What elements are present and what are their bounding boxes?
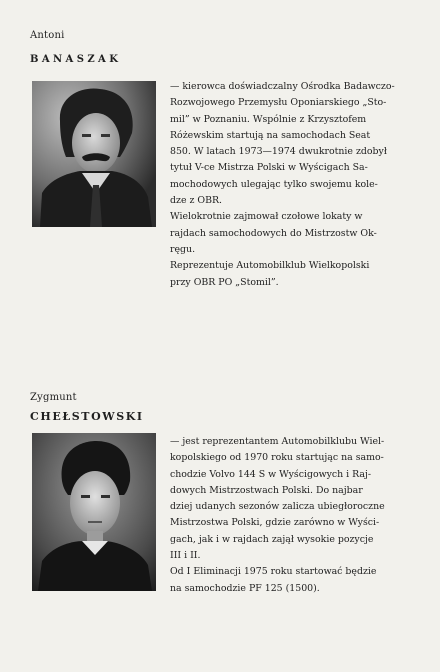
bio-line: mochodowych ulegając tylko swojemu kole-: [170, 178, 378, 190]
portrait-photo: [32, 433, 156, 591]
bio-line: kopolskiego od 1970 roku startując na samo-: [170, 452, 384, 464]
bio-line: Reprezentuje Automobilklub Wielkopolski: [170, 260, 370, 272]
bio-line: — jest reprezentantem Automobilklubu Wiel-: [170, 436, 385, 447]
bio-line: Różewskim startują na samochodach Seat: [170, 129, 371, 141]
bio-line: ręgu.: [170, 243, 196, 255]
bio-line: na samochodzie PF 125 (1500).: [170, 582, 320, 594]
last-name: CHEŁSTOWSKI: [30, 410, 144, 423]
portrait-photo-image: [32, 433, 156, 591]
last-name: BANASZAK: [30, 54, 122, 65]
bio-line: III i II.: [170, 550, 201, 562]
bio-line: 850. W latach 1973—1974 dwukrotnie zdobył: [170, 146, 387, 158]
bio-line: przy OBR PO „Stomil”.: [170, 276, 279, 288]
biography: [170, 434, 434, 597]
bio-line: Mistrzostwa Polski, gdzie zarówno w Wyści-: [170, 517, 380, 529]
first-name: Antoni: [30, 30, 65, 41]
bio-line: gach, jak i w rajdach zajął wysokie pozycje: [170, 533, 374, 545]
bio-line: — kierowca doświadczalny Ośrodka Badawczo-: [170, 81, 395, 92]
bio-line: dowych Mistrzostwach Polski. Do najbar: [170, 484, 363, 496]
bio-line: dze z OBR.: [170, 195, 223, 207]
bio-line: Rozwojowego Przemysłu Oponiarskiego „Sto-: [170, 97, 387, 109]
portrait-photo-image: [32, 81, 156, 227]
bio-line: rajdach samochodowych do Mistrzostw Ok-: [170, 227, 377, 239]
biography: [170, 79, 434, 291]
portrait-photo: [32, 81, 156, 227]
bio-line: tytuł V-ce Mistrza Polski w Wyścigach Sa-: [170, 162, 368, 174]
bio-line: mil” w Poznaniu. Wspólnie z Krzysztofem: [170, 113, 367, 125]
bio-line: Od I Eliminacji 1975 roku startować będzie: [170, 566, 377, 578]
bio-line: dziej udanych sezonów zalicza ubiegłoroczne: [170, 501, 385, 513]
bio-line: Wielokrotnie zajmował czołowe lokaty w: [170, 211, 363, 223]
first-name: Zygmunt: [30, 392, 77, 403]
bio-line: chodzie Volvo 144 S w Wyścigowych i Raj-: [170, 468, 372, 480]
